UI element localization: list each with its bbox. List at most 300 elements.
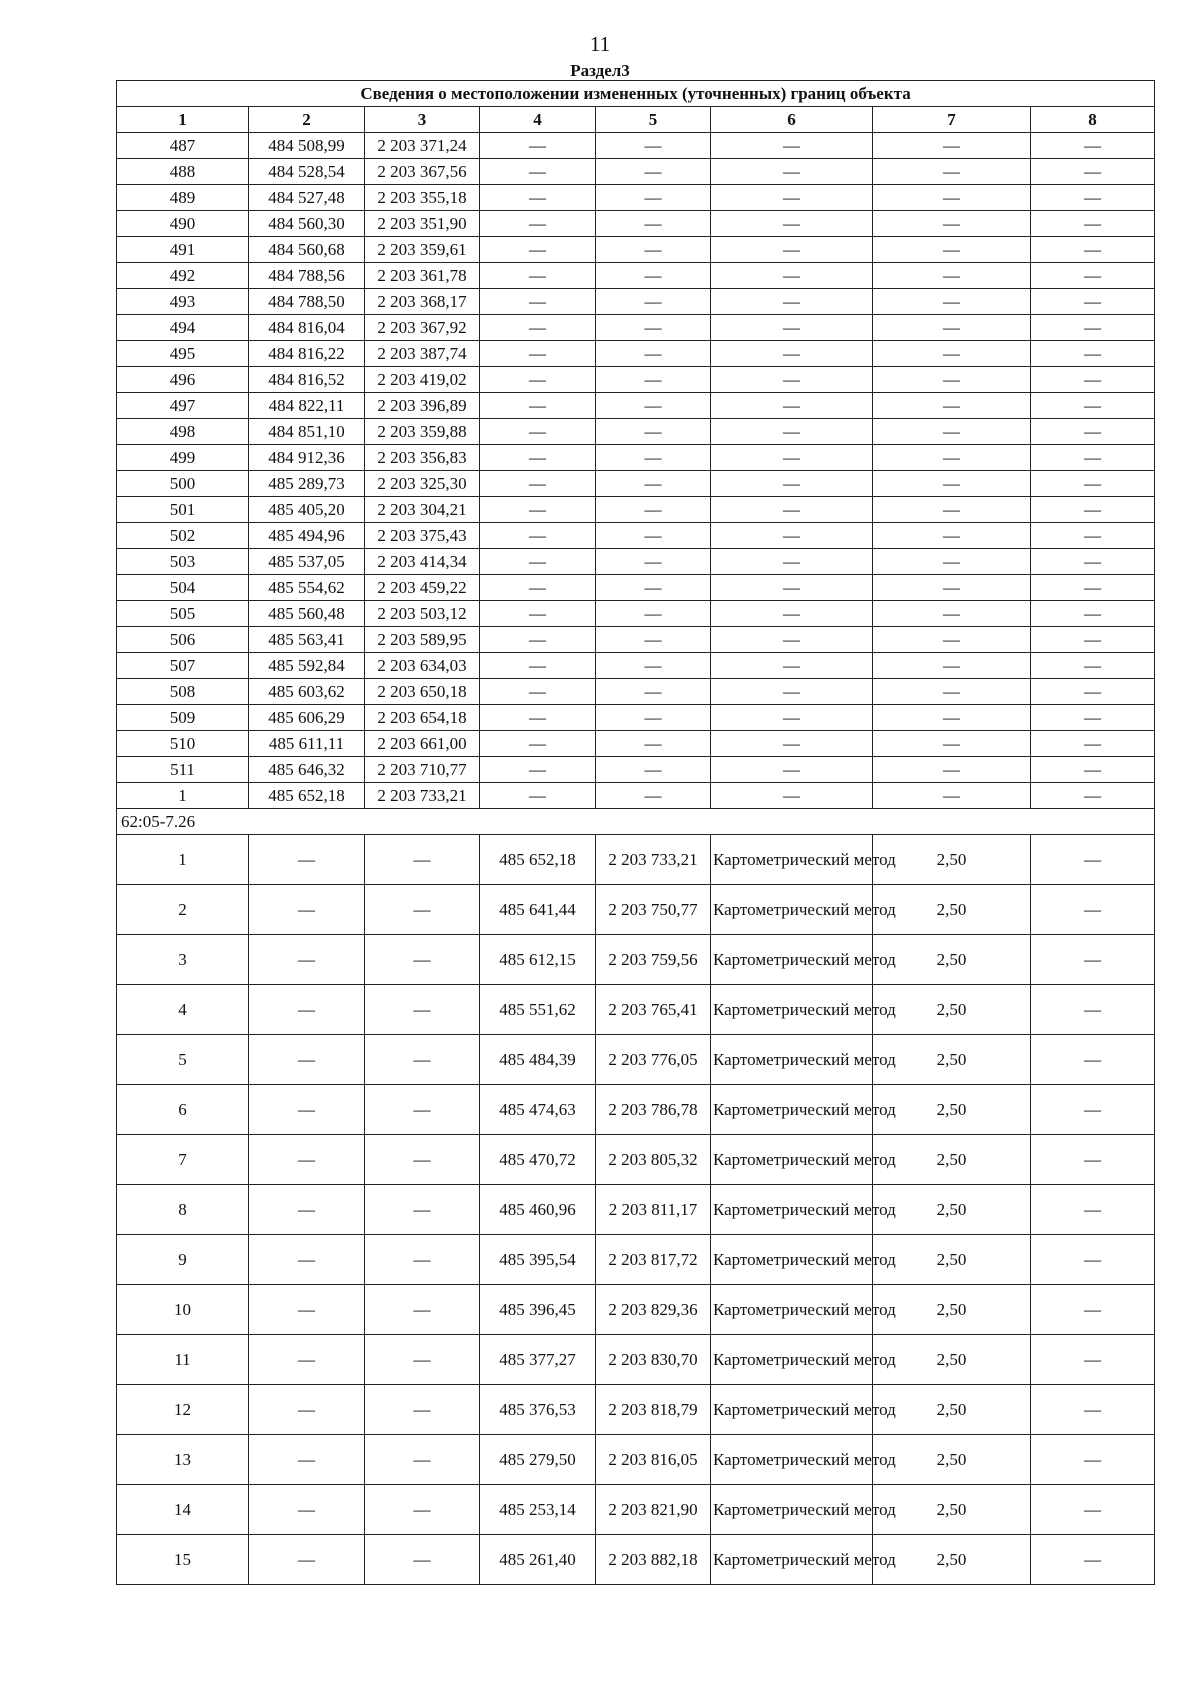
table-row xyxy=(117,315,1155,341)
point-number: 511 xyxy=(117,757,249,783)
precision-empty: — xyxy=(873,601,1031,627)
precision: 2,50 xyxy=(873,1185,1031,1235)
existing-y-empty: — xyxy=(365,1335,480,1385)
existing-x: 485 289,73 xyxy=(249,471,365,497)
new-x-empty: — xyxy=(480,289,596,315)
table-row xyxy=(117,1185,1155,1235)
existing-x: 484 527,48 xyxy=(249,185,365,211)
method: Картометрический метод xyxy=(711,985,873,1035)
table-row xyxy=(117,627,1155,653)
method: Картометрический метод xyxy=(711,1085,873,1135)
new-x-empty: — xyxy=(480,211,596,237)
method: Картометрический метод xyxy=(711,1035,873,1085)
method-empty: — xyxy=(711,705,873,731)
new-x: 485 652,18 xyxy=(480,835,596,885)
new-x-empty: — xyxy=(480,133,596,159)
new-y: 2 203 811,17 xyxy=(596,1185,711,1235)
point-number: 503 xyxy=(117,549,249,575)
description-empty: — xyxy=(1031,1535,1155,1585)
existing-y-empty: — xyxy=(365,1535,480,1585)
precision: 2,50 xyxy=(873,935,1031,985)
description-empty: — xyxy=(1031,757,1155,783)
existing-y: 2 203 414,34 xyxy=(365,549,480,575)
existing-x: 485 554,62 xyxy=(249,575,365,601)
column-number: 1 xyxy=(117,107,249,133)
existing-x: 484 816,52 xyxy=(249,367,365,393)
precision-empty: — xyxy=(873,575,1031,601)
new-x-empty: — xyxy=(480,705,596,731)
precision: 2,50 xyxy=(873,1285,1031,1335)
point-number: 492 xyxy=(117,263,249,289)
point-number: 12 xyxy=(117,1385,249,1435)
table-row xyxy=(117,289,1155,315)
section-title: Раздел3 xyxy=(570,61,630,80)
table-row xyxy=(117,935,1155,985)
description-empty: — xyxy=(1031,185,1155,211)
point-number: 5 xyxy=(117,1035,249,1085)
precision-empty: — xyxy=(873,393,1031,419)
column-number: 8 xyxy=(1031,107,1155,133)
existing-y: 2 203 419,02 xyxy=(365,367,480,393)
new-x-empty: — xyxy=(480,757,596,783)
precision-empty: — xyxy=(873,627,1031,653)
new-y: 2 203 750,77 xyxy=(596,885,711,935)
page-number: 11 xyxy=(589,32,611,56)
new-x-empty: — xyxy=(480,549,596,575)
table-row xyxy=(117,159,1155,185)
method-empty: — xyxy=(711,185,873,211)
existing-y-empty: — xyxy=(365,935,480,985)
point-number: 499 xyxy=(117,445,249,471)
existing-x-empty: — xyxy=(249,1535,365,1585)
new-y-empty: — xyxy=(596,471,711,497)
description-empty: — xyxy=(1031,835,1155,885)
point-number: 507 xyxy=(117,653,249,679)
table-row xyxy=(117,575,1155,601)
existing-y-empty: — xyxy=(365,1385,480,1435)
precision: 2,50 xyxy=(873,1385,1031,1435)
existing-x-empty: — xyxy=(249,1385,365,1435)
new-y-empty: — xyxy=(596,549,711,575)
new-y-empty: — xyxy=(596,783,711,809)
precision-empty: — xyxy=(873,419,1031,445)
point-number: 504 xyxy=(117,575,249,601)
table-row xyxy=(117,1535,1155,1585)
existing-y: 2 203 368,17 xyxy=(365,289,480,315)
new-x: 485 396,45 xyxy=(480,1285,596,1335)
table-row xyxy=(117,757,1155,783)
new-y: 2 203 882,18 xyxy=(596,1535,711,1585)
precision-empty: — xyxy=(873,705,1031,731)
method: Картометрический метод xyxy=(711,1535,873,1585)
new-y-empty: — xyxy=(596,185,711,211)
precision: 2,50 xyxy=(873,1135,1031,1185)
description-empty: — xyxy=(1031,1185,1155,1235)
description-empty: — xyxy=(1031,1435,1155,1485)
method-empty: — xyxy=(711,627,873,653)
group-row xyxy=(117,809,1155,835)
existing-x-empty: — xyxy=(249,1185,365,1235)
existing-y-empty: — xyxy=(365,985,480,1035)
new-y-empty: — xyxy=(596,393,711,419)
method-empty: — xyxy=(711,523,873,549)
table-row xyxy=(117,445,1155,471)
precision-empty: — xyxy=(873,185,1031,211)
point-number: 489 xyxy=(117,185,249,211)
table-row xyxy=(117,133,1155,159)
table-row xyxy=(117,705,1155,731)
point-number: 7 xyxy=(117,1135,249,1185)
table-row xyxy=(117,601,1155,627)
table-row xyxy=(117,1235,1155,1285)
method-empty: — xyxy=(711,211,873,237)
new-y-empty: — xyxy=(596,731,711,757)
description-empty: — xyxy=(1031,497,1155,523)
description-empty: — xyxy=(1031,627,1155,653)
new-x: 485 377,27 xyxy=(480,1335,596,1385)
table-row xyxy=(117,185,1155,211)
new-y-empty: — xyxy=(596,315,711,341)
new-y-empty: — xyxy=(596,497,711,523)
new-x-empty: — xyxy=(480,575,596,601)
description-empty: — xyxy=(1031,601,1155,627)
point-number: 498 xyxy=(117,419,249,445)
description-empty: — xyxy=(1031,211,1155,237)
description-empty: — xyxy=(1031,705,1155,731)
description-empty: — xyxy=(1031,1335,1155,1385)
description-empty: — xyxy=(1031,1385,1155,1435)
point-number: 502 xyxy=(117,523,249,549)
point-number: 506 xyxy=(117,627,249,653)
new-y: 2 203 818,79 xyxy=(596,1385,711,1435)
new-x: 485 395,54 xyxy=(480,1235,596,1285)
table-row xyxy=(117,653,1155,679)
description-empty: — xyxy=(1031,731,1155,757)
existing-x: 484 816,04 xyxy=(249,315,365,341)
point-number: 500 xyxy=(117,471,249,497)
existing-x-empty: — xyxy=(249,935,365,985)
existing-x: 485 592,84 xyxy=(249,653,365,679)
existing-x-empty: — xyxy=(249,1085,365,1135)
existing-x-empty: — xyxy=(249,1035,365,1085)
column-number: 3 xyxy=(365,107,480,133)
new-y: 2 203 765,41 xyxy=(596,985,711,1035)
existing-x: 485 405,20 xyxy=(249,497,365,523)
method-empty: — xyxy=(711,341,873,367)
precision: 2,50 xyxy=(873,1235,1031,1285)
existing-y: 2 203 351,90 xyxy=(365,211,480,237)
precision-empty: — xyxy=(873,653,1031,679)
method-empty: — xyxy=(711,159,873,185)
precision-empty: — xyxy=(873,315,1031,341)
precision: 2,50 xyxy=(873,1535,1031,1585)
method-empty: — xyxy=(711,731,873,757)
description-empty: — xyxy=(1031,1485,1155,1535)
method: Картометрический метод xyxy=(711,1185,873,1235)
new-x-empty: — xyxy=(480,341,596,367)
point-number: 8 xyxy=(117,1185,249,1235)
new-x: 485 253,14 xyxy=(480,1485,596,1535)
method: Картометрический метод xyxy=(711,1385,873,1435)
point-number: 1 xyxy=(117,835,249,885)
existing-x-empty: — xyxy=(249,885,365,935)
description-empty: — xyxy=(1031,1285,1155,1335)
point-number: 4 xyxy=(117,985,249,1035)
new-x-empty: — xyxy=(480,393,596,419)
precision: 2,50 xyxy=(873,1335,1031,1385)
new-y-empty: — xyxy=(596,419,711,445)
new-y-empty: — xyxy=(596,159,711,185)
existing-y-empty: — xyxy=(365,1435,480,1485)
description-empty: — xyxy=(1031,471,1155,497)
method-empty: — xyxy=(711,757,873,783)
table-row xyxy=(117,393,1155,419)
column-number-row xyxy=(117,107,1155,133)
existing-x-empty: — xyxy=(249,1235,365,1285)
table-row xyxy=(117,1035,1155,1085)
method-empty: — xyxy=(711,237,873,263)
point-number: 3 xyxy=(117,935,249,985)
existing-y: 2 203 355,18 xyxy=(365,185,480,211)
precision-empty: — xyxy=(873,159,1031,185)
description-empty: — xyxy=(1031,523,1155,549)
point-number: 497 xyxy=(117,393,249,419)
new-x: 485 460,96 xyxy=(480,1185,596,1235)
existing-x: 485 603,62 xyxy=(249,679,365,705)
existing-y: 2 203 387,74 xyxy=(365,341,480,367)
point-number: 494 xyxy=(117,315,249,341)
existing-y: 2 203 503,12 xyxy=(365,601,480,627)
precision-empty: — xyxy=(873,679,1031,705)
new-x: 485 612,15 xyxy=(480,935,596,985)
method-empty: — xyxy=(711,289,873,315)
method-empty: — xyxy=(711,419,873,445)
table-caption-row xyxy=(117,81,1155,107)
method-empty: — xyxy=(711,783,873,809)
existing-x-empty: — xyxy=(249,1135,365,1185)
existing-y: 2 203 356,83 xyxy=(365,445,480,471)
new-x: 485 641,44 xyxy=(480,885,596,935)
existing-x: 484 788,56 xyxy=(249,263,365,289)
new-x: 485 376,53 xyxy=(480,1385,596,1435)
existing-x: 484 788,50 xyxy=(249,289,365,315)
new-x-empty: — xyxy=(480,237,596,263)
new-y-empty: — xyxy=(596,263,711,289)
new-y-empty: — xyxy=(596,523,711,549)
existing-y: 2 203 396,89 xyxy=(365,393,480,419)
new-y-empty: — xyxy=(596,367,711,393)
method-empty: — xyxy=(711,133,873,159)
table-row xyxy=(117,1435,1155,1485)
new-y-empty: — xyxy=(596,211,711,237)
existing-y: 2 203 375,43 xyxy=(365,523,480,549)
new-x: 485 470,72 xyxy=(480,1135,596,1185)
point-number: 11 xyxy=(117,1335,249,1385)
table-row xyxy=(117,1335,1155,1385)
new-y: 2 203 816,05 xyxy=(596,1435,711,1485)
description-empty: — xyxy=(1031,445,1155,471)
table-row xyxy=(117,549,1155,575)
new-y-empty: — xyxy=(596,133,711,159)
existing-y: 2 203 661,00 xyxy=(365,731,480,757)
precision-empty: — xyxy=(873,757,1031,783)
existing-x-empty: — xyxy=(249,1485,365,1535)
method-empty: — xyxy=(711,549,873,575)
precision: 2,50 xyxy=(873,1435,1031,1485)
existing-y-empty: — xyxy=(365,1035,480,1085)
new-x: 485 484,39 xyxy=(480,1035,596,1085)
column-number: 2 xyxy=(249,107,365,133)
existing-y: 2 203 650,18 xyxy=(365,679,480,705)
method: Картометрический метод xyxy=(711,1135,873,1185)
existing-y-empty: — xyxy=(365,1235,480,1285)
new-y: 2 203 830,70 xyxy=(596,1335,711,1385)
new-x-empty: — xyxy=(480,419,596,445)
precision-empty: — xyxy=(873,237,1031,263)
table-row xyxy=(117,263,1155,289)
new-x: 485 551,62 xyxy=(480,985,596,1035)
new-x-empty: — xyxy=(480,263,596,289)
method: Картометрический метод xyxy=(711,1235,873,1285)
description-empty: — xyxy=(1031,985,1155,1035)
table-row xyxy=(117,419,1155,445)
table-row xyxy=(117,341,1155,367)
column-number: 5 xyxy=(596,107,711,133)
new-x-empty: — xyxy=(480,601,596,627)
existing-y: 2 203 654,18 xyxy=(365,705,480,731)
description-empty: — xyxy=(1031,935,1155,985)
description-empty: — xyxy=(1031,159,1155,185)
table-caption: Сведения о местоположении измененных (уточненных) границ объекта xyxy=(117,81,1155,107)
method-empty: — xyxy=(711,601,873,627)
point-number: 15 xyxy=(117,1535,249,1585)
new-x-empty: — xyxy=(480,783,596,809)
table-row xyxy=(117,211,1155,237)
precision: 2,50 xyxy=(873,985,1031,1035)
new-x-empty: — xyxy=(480,471,596,497)
existing-x-empty: — xyxy=(249,835,365,885)
existing-x: 484 508,99 xyxy=(249,133,365,159)
description-empty: — xyxy=(1031,1035,1155,1085)
method-empty: — xyxy=(711,653,873,679)
existing-x: 485 494,96 xyxy=(249,523,365,549)
method-empty: — xyxy=(711,497,873,523)
method-empty: — xyxy=(711,315,873,341)
new-y: 2 203 817,72 xyxy=(596,1235,711,1285)
method-empty: — xyxy=(711,445,873,471)
precision-empty: — xyxy=(873,367,1031,393)
existing-x: 485 563,41 xyxy=(249,627,365,653)
existing-y: 2 203 733,21 xyxy=(365,783,480,809)
table-row xyxy=(117,497,1155,523)
point-number: 9 xyxy=(117,1235,249,1285)
point-number: 495 xyxy=(117,341,249,367)
boundary-table xyxy=(116,80,1155,1585)
column-number: 4 xyxy=(480,107,596,133)
method: Картометрический метод xyxy=(711,1435,873,1485)
precision-empty: — xyxy=(873,445,1031,471)
existing-x: 485 646,32 xyxy=(249,757,365,783)
existing-y: 2 203 367,92 xyxy=(365,315,480,341)
point-number: 509 xyxy=(117,705,249,731)
point-number: 1 xyxy=(117,783,249,809)
existing-x: 485 611,11 xyxy=(249,731,365,757)
method-empty: — xyxy=(711,263,873,289)
point-number: 487 xyxy=(117,133,249,159)
existing-x: 484 912,36 xyxy=(249,445,365,471)
description-empty: — xyxy=(1031,679,1155,705)
table-row xyxy=(117,1085,1155,1135)
method-empty: — xyxy=(711,575,873,601)
new-y-empty: — xyxy=(596,237,711,263)
method: Картометрический метод xyxy=(711,935,873,985)
new-y-empty: — xyxy=(596,341,711,367)
method: Картометрический метод xyxy=(711,835,873,885)
existing-y: 2 203 325,30 xyxy=(365,471,480,497)
method-empty: — xyxy=(711,679,873,705)
table-row xyxy=(117,783,1155,809)
precision-empty: — xyxy=(873,523,1031,549)
new-y-empty: — xyxy=(596,679,711,705)
point-number: 501 xyxy=(117,497,249,523)
table-row xyxy=(117,367,1155,393)
description-empty: — xyxy=(1031,289,1155,315)
point-number: 488 xyxy=(117,159,249,185)
new-x-empty: — xyxy=(480,445,596,471)
precision-empty: — xyxy=(873,549,1031,575)
new-y: 2 203 821,90 xyxy=(596,1485,711,1535)
table-row xyxy=(117,237,1155,263)
point-number: 10 xyxy=(117,1285,249,1335)
description-empty: — xyxy=(1031,315,1155,341)
new-x-empty: — xyxy=(480,679,596,705)
method: Картометрический метод xyxy=(711,1335,873,1385)
precision-empty: — xyxy=(873,341,1031,367)
description-empty: — xyxy=(1031,885,1155,935)
method-empty: — xyxy=(711,367,873,393)
precision-empty: — xyxy=(873,211,1031,237)
new-y-empty: — xyxy=(596,627,711,653)
new-x-empty: — xyxy=(480,185,596,211)
precision-empty: — xyxy=(873,263,1031,289)
table-row xyxy=(117,1285,1155,1335)
existing-y: 2 203 459,22 xyxy=(365,575,480,601)
existing-y-empty: — xyxy=(365,835,480,885)
point-number: 14 xyxy=(117,1485,249,1535)
existing-y-empty: — xyxy=(365,1485,480,1535)
method: Картометрический метод xyxy=(711,1285,873,1335)
existing-x: 484 560,68 xyxy=(249,237,365,263)
new-y-empty: — xyxy=(596,653,711,679)
new-x-empty: — xyxy=(480,653,596,679)
new-y-empty: — xyxy=(596,601,711,627)
existing-y: 2 203 589,95 xyxy=(365,627,480,653)
existing-x: 484 822,11 xyxy=(249,393,365,419)
existing-x: 485 537,05 xyxy=(249,549,365,575)
new-y: 2 203 786,78 xyxy=(596,1085,711,1135)
new-x-empty: — xyxy=(480,627,596,653)
table-row xyxy=(117,679,1155,705)
description-empty: — xyxy=(1031,237,1155,263)
description-empty: — xyxy=(1031,575,1155,601)
table-body xyxy=(117,81,1155,1585)
new-x-empty: — xyxy=(480,159,596,185)
precision-empty: — xyxy=(873,289,1031,315)
existing-y-empty: — xyxy=(365,1185,480,1235)
point-number: 13 xyxy=(117,1435,249,1485)
point-number: 493 xyxy=(117,289,249,315)
description-empty: — xyxy=(1031,783,1155,809)
